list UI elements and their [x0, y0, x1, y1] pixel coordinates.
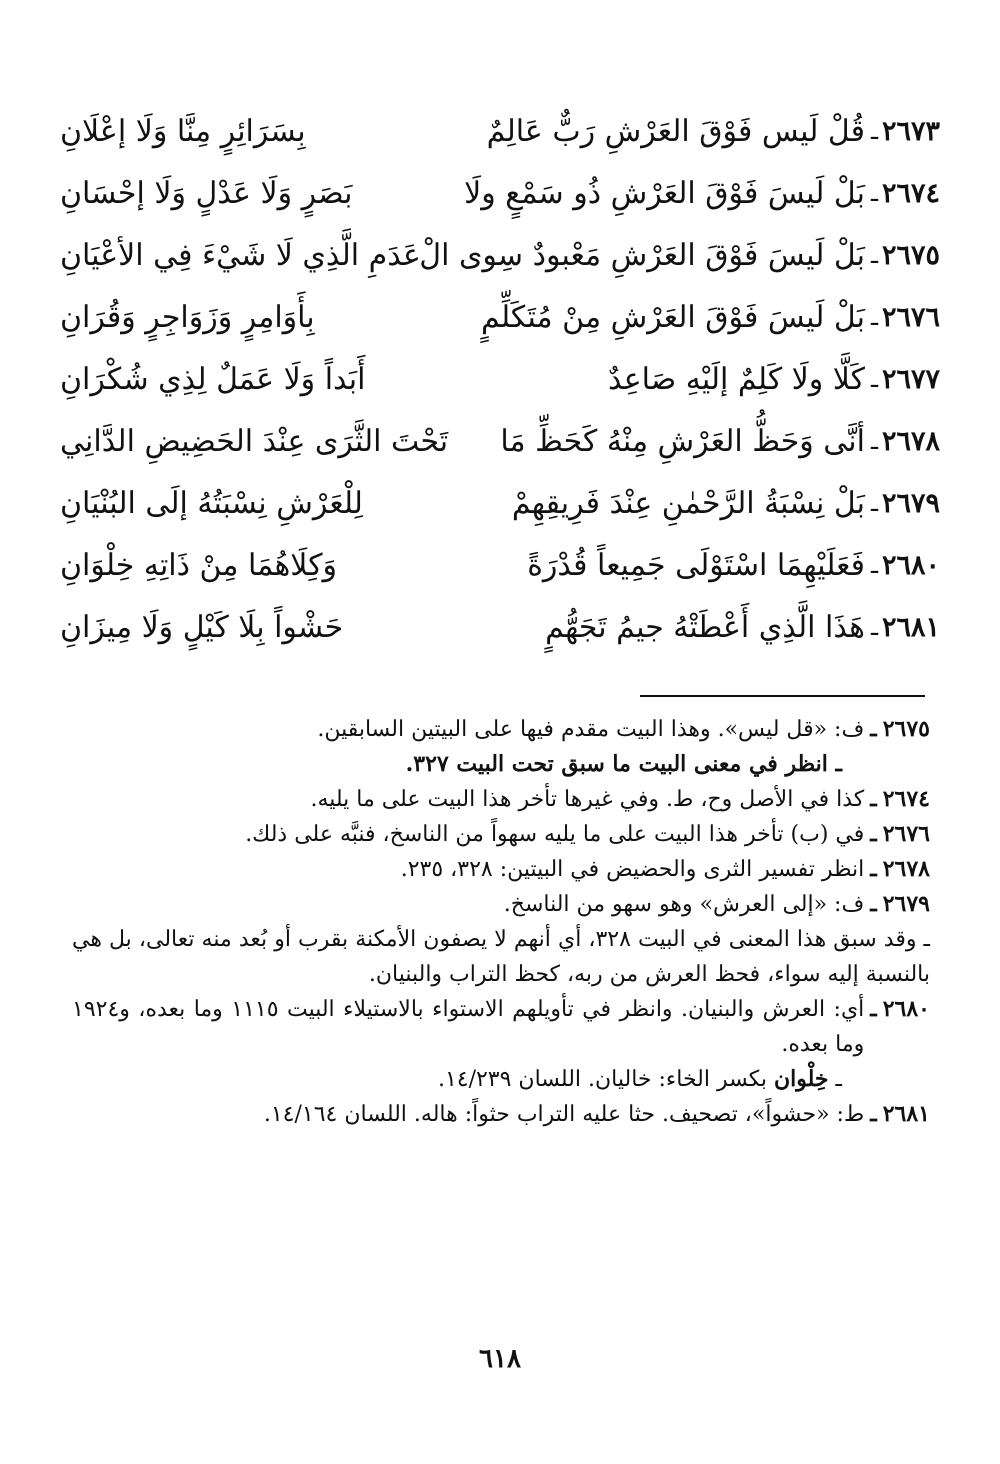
- footnote-number: [864, 712, 930, 747]
- second-hemistich: أَبَداً وَلَا عَمَلٌ لِذِي شُكْرَانِ: [60, 361, 366, 397]
- verse-row: [60, 224, 940, 286]
- first-hemistich-text: بَلْ لَيسَ فَوْقَ العَرْشِ مَعْبودٌ سِوى الْ: [419, 237, 865, 273]
- footnote-number-value: ٢٦٧٤: [882, 786, 930, 812]
- footnote-separator: [640, 695, 925, 697]
- verse-row: [60, 100, 940, 162]
- verse-row: [60, 410, 940, 472]
- verse-number: ٢٦٨١: [881, 611, 940, 643]
- poem-section: [60, 100, 940, 658]
- verse-dash: ـ: [870, 365, 878, 393]
- footnote-continuation: [72, 1062, 930, 1097]
- verse-row: [60, 472, 940, 534]
- footnote-number: [864, 992, 930, 1027]
- verse-row: [60, 534, 940, 596]
- footnote-number-value: ٢٦٨١: [882, 1101, 930, 1127]
- footnote-number-value: ٢٦٧٦: [882, 821, 930, 847]
- verse-dash: ـ: [870, 303, 878, 331]
- footnote-number: [864, 852, 930, 887]
- verse-number: ٢٦٧٥: [881, 239, 940, 271]
- footnote-text: ف: «إلى العرش» وهو سهو من الناسخ.: [503, 892, 865, 917]
- footnote: [72, 852, 930, 887]
- verse-dash: ـ: [870, 489, 878, 517]
- verse-dash: ـ: [870, 427, 878, 455]
- footnote-dash: ـ: [870, 891, 877, 917]
- verse-number: ٢٦٧٩: [881, 487, 940, 519]
- footnote: [72, 817, 930, 852]
- footnote: [72, 782, 930, 817]
- first-hemistich: [500, 548, 940, 583]
- footnote-number-value: ٢٦٨٠: [882, 996, 930, 1022]
- first-hemistich-text: فَعَلَيْهِمَا اسْتَوْلَى جَمِيعاً قُدْرَةً: [527, 547, 865, 583]
- footnote-number: [864, 782, 930, 817]
- verse-dash: ـ: [870, 117, 878, 145]
- verse-dash: ـ: [870, 613, 878, 641]
- verse-number: ٢٦٧٧: [881, 363, 940, 395]
- first-hemistich: [464, 175, 940, 211]
- footnote-dash: ـ: [870, 1101, 877, 1127]
- footnote-number-value: ٢٦٧٨: [882, 856, 930, 882]
- first-hemistich: [486, 113, 940, 149]
- footnote-dash: ـ: [870, 821, 877, 847]
- footnote-continuation-dash: ـ: [835, 1067, 842, 1092]
- footnotes-section: [72, 712, 930, 1132]
- footnote-dash: ـ: [870, 716, 877, 742]
- verse-number: ٢٦٨٠: [881, 549, 940, 581]
- second-hemistich: عَدَمِ الَّذِي لَا شَيْءَ فِي الأعْيَانِ: [60, 237, 421, 273]
- second-hemistich: تَحْتَ الثَّرَى عِنْدَ الحَضِيضِ الدَّانِي: [60, 423, 449, 459]
- first-hemistich-text: بَلْ لَيسَ فَوْقَ العَرْشِ ذُو سَمْعٍ ولَا: [464, 175, 865, 211]
- verse-dash: ـ: [870, 241, 878, 269]
- footnote-dash: ـ: [870, 856, 877, 882]
- footnote-number-value: ٢٦٧٥: [882, 716, 930, 742]
- footnote-text: في (ب) تأخر هذا البيت على ما يليه سهواً من الناسخ، فنبَّه على ذلك.: [245, 822, 865, 847]
- first-hemistich: [500, 486, 940, 521]
- second-hemistich: بَصَرٍ وَلَا عَدْلٍ وَلَا إحْسَانِ: [60, 175, 353, 211]
- first-hemistich-text: بَلْ لَيسَ فَوْقَ العَرْشِ مِنْ مُتَكَلِّمٍ: [481, 299, 865, 335]
- verse-row: [60, 348, 940, 410]
- first-hemistich-text: أنَّى وَحَظُّ العَرْشِ مِنْهُ كَحَظِّ مَا: [500, 423, 865, 459]
- footnote-text: انظر تفسير الثرى والحضيض في البيتين: ٣٢٨، ٢٣٥.: [400, 857, 865, 882]
- second-hemistich: وَكِلَاهُمَا مِنْ ذَاتِهِ خِلْوَانِ: [60, 547, 337, 583]
- footnote: [72, 887, 930, 922]
- footnote-continuation: ـ انظر في معنى البيت ما سبق تحت البيت ٣٢٧.: [405, 751, 842, 777]
- footnote-text: ط: «حشواً»، تصحيف. حثا عليه التراب حثواً: هاله. اللسان ١٤/١٦٤.: [263, 1102, 865, 1127]
- page-number: ٦١٨: [479, 1344, 521, 1374]
- verse-number: ٢٦٧٨: [881, 425, 940, 457]
- second-hemistich: بِسَرَائِرٍ مِنَّا وَلَا إعْلَانِ: [60, 113, 306, 149]
- footnote-text: أي: العرش والبنيان. وانظر في تأويلهم الاستواء بالاستيلاء البيت ١١١٥ وما بعده، و١٩٢٤ وما بعده.: [72, 997, 865, 1057]
- footnote-continuation: ـ وقد سبق هذا المعنى في البيت ٣٢٨، أي أنهم لا يصفون الأمكنة بقرب أو بُعد منه تعالى، بل هي بالنسبة إليه سواء، فحظ العرش من ربه، كحظ التراب والبنيان.: [72, 927, 930, 987]
- footnote-number-value: ٢٦٧٩: [882, 891, 930, 917]
- verse-row: [60, 596, 940, 658]
- footnote-number: [864, 887, 930, 922]
- footnote: [72, 1097, 930, 1132]
- verse-row: [60, 162, 940, 224]
- first-hemistich: [481, 299, 940, 335]
- footnote-number: [864, 1097, 930, 1132]
- footnote-continuation-text: بكسر الخاء: خاليان. اللسان ١٤/٢٣٩.: [437, 1067, 768, 1092]
- second-hemistich: لِلْعَرْشِ نِسْبَتُهُ إلَى البُنْيَانِ: [60, 485, 363, 521]
- first-hemistich-text: هَذَا الَّذِي أَعْطَتْهُ جيمُ تَجَهُّمٍ: [545, 609, 865, 645]
- verse-dash: ـ: [870, 179, 878, 207]
- footnote-dash: ـ: [870, 786, 877, 812]
- second-hemistich: بِأَوَامِرٍ وَزَوَاجِرٍ وَقُرَانِ: [60, 299, 315, 335]
- footnote-number: [864, 817, 930, 852]
- verse-number: ٢٦٧٣: [881, 115, 940, 147]
- verse-number: ٢٦٧٤: [881, 177, 940, 209]
- verse-row: [60, 286, 940, 348]
- first-hemistich-text: كَلَّا ولَا كَلِمٌ إلَيْهِ صَاعِدٌ: [607, 361, 865, 397]
- footnote-dash: ـ: [870, 996, 877, 1022]
- first-hemistich: [500, 610, 940, 645]
- verse-dash: ـ: [870, 551, 878, 579]
- verse-number: ٢٦٧٦: [881, 301, 940, 333]
- first-hemistich: [419, 237, 940, 273]
- first-hemistich-text: بَلْ نِسْبَةُ الرَّحْمٰنِ عِنْدَ فَرِيقِهِمْ: [511, 485, 865, 521]
- footnote: [72, 992, 930, 1062]
- first-hemistich: [500, 424, 940, 459]
- footnote-headword: خِلْوان: [774, 1066, 829, 1092]
- first-hemistich-text: قُلْ لَيس فَوْقَ العَرْشِ رَبٌّ عَالِمٌ: [486, 113, 865, 149]
- second-hemistich: حَشْواً بِلَا كَيْلٍ وَلَا مِيزَانِ: [60, 609, 344, 645]
- first-hemistich: [500, 362, 940, 397]
- footnote: [72, 712, 930, 747]
- footnote-text: كذا في الأصل وح، ط. وفي غيرها تأخر هذا البيت على ما يليه.: [310, 787, 865, 812]
- footnote-text: ف: «قل ليس». وهذا البيت مقدم فيها على البيتين السابقين.: [317, 717, 865, 742]
